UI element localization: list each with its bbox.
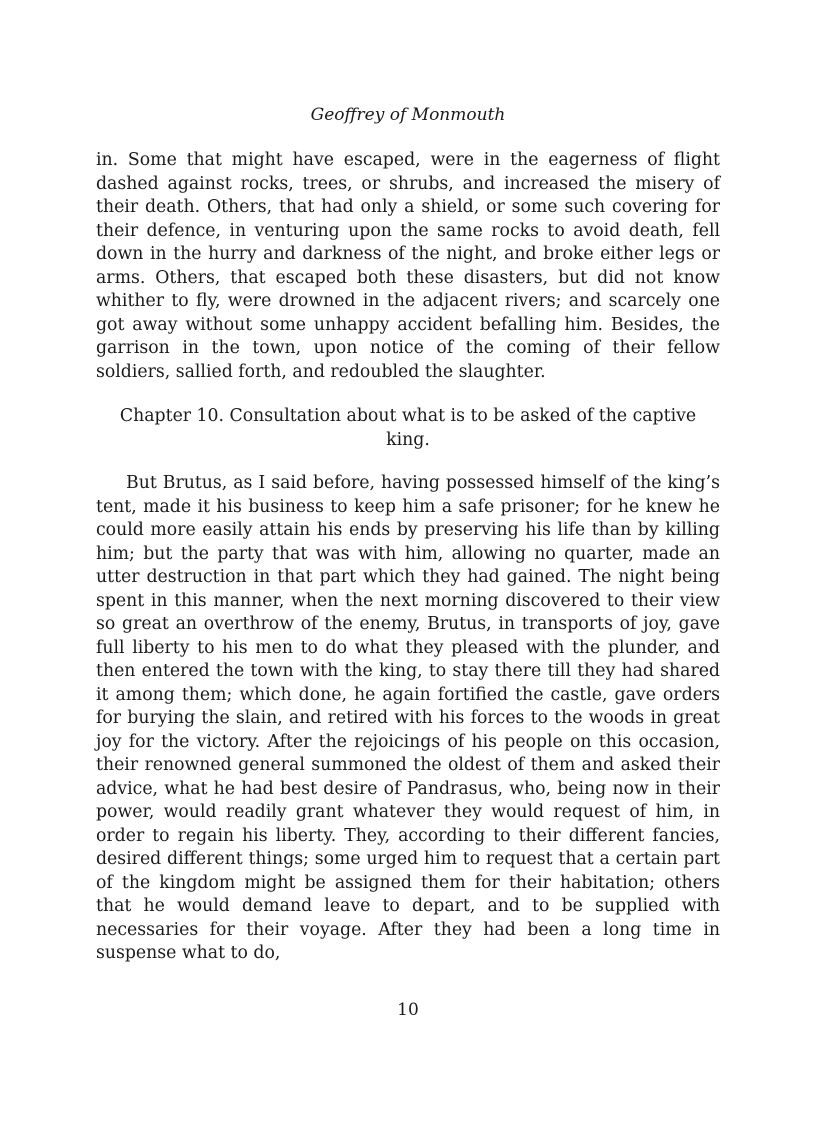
paragraph-main: But Brutus, as I said before, having possessed himself of the king’s tent, made it his business to keep him a safe prisoner; for he knew he could more easily attain his ends by preserving his life than by killing him; but the party that was with him, allowing no quarter, made an utter destruction in that part which they had gained. The night being spent in this manner, when the next morning discovered to their view so great an overthrow of the enemy, Brutus, in transports of joy, gave full liberty to his men to do what they pleased with the plunder, and then entered the town with the king, to stay there till they had shared it among them; which done, he again fortified the castle, gave orders for burying the slain, and retired with his forces to the woods in great joy for the victory. After the rejoicings of his people on this occasion, their renowned general summoned the oldest of them and asked their advice, what he had best desire of Pandrasus, who, being now in their power, would readily grant whatever they would request of him, in order to regain his liberty. They, according to their different fancies, desired different things; some urged him to request that a certain part of the kingdom might be assigned them for their habitation; others that he would demand leave to depart, and to be supplied with necessaries for their voyage. After they had been a long time in suspense what to do, [96,473,720,963]
chapter-heading: Chapter 10. Consultation about what is to be asked of the captive king. [119,406,697,450]
body-text [96,149,720,966]
running-header: Geoffrey of Monmouth [310,105,506,125]
paragraph-continued: in. Some that might have escaped, were in the eagerness of flight dashed against rocks, trees, or shrubs, and increased the misery of their death. Others, that had only a shield, or some such covering for their defence, in venturing upon the same rocks to avoid death, fell down in the hurry and darkness of the night, and broke either legs or arms. Others, that escaped both these disasters, but did not know whither to fly, were drowned in the adjacent rivers; and scarcely one got away without some unhappy accident befalling him. Besides, the garrison in the town, upon notice of the coming of their fellow soldiers, sallied forth, and redoubled the slaughter. [96,150,720,382]
page-number: 10 [397,1000,419,1020]
